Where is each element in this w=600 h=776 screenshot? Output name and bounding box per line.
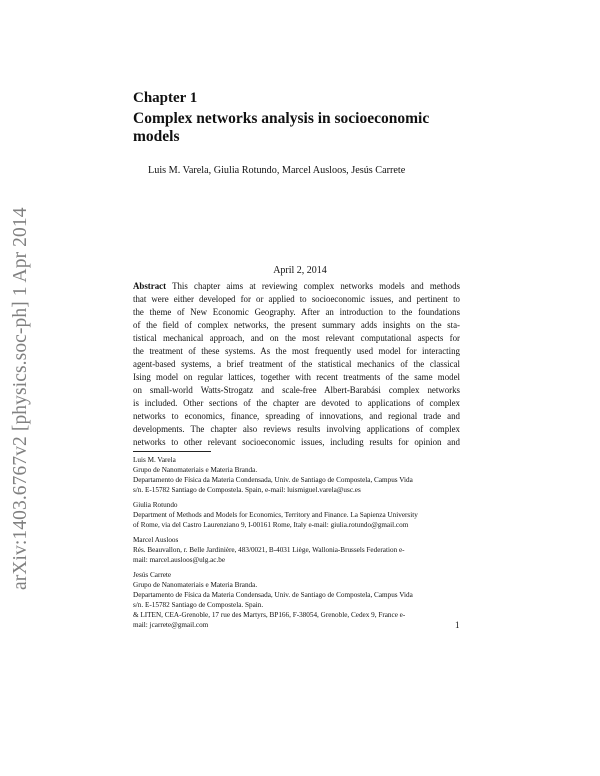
abstract-line: Ising model on regular lattices, together with recent treatments of the same model <box>133 372 460 382</box>
affiliation-line: Departamento de Física da Materia Condensada, Univ. de Santiago de Compostela, Campus Vida <box>133 591 413 599</box>
author-list: Luis M. Varela, Giulia Rotundo, Marcel Ausloos, Jesús Carrete <box>148 165 406 176</box>
abstract-line: networks to economics, finance, spreading of innovations, and regional trade and <box>133 411 460 421</box>
abstract-line: that were either developed for or applied to socioeconomic issues, and pertinent to <box>133 294 460 304</box>
affiliation-block <box>133 500 463 530</box>
affiliation-line: s/n. E-15782 Santiago de Compostela. Spain, e-mail: luismiguel.varela@usc.es <box>133 486 361 494</box>
abstract-first-line: This chapter aims at reviewing complex networks models and methods <box>172 281 461 291</box>
abstract-line: the treatment of these systems. As the most frequently used model for interacting <box>133 346 460 356</box>
affiliation-line: Department of Methods and Models for Economics, Territory and Finance. La Sapienza University <box>133 511 418 519</box>
affiliation-block <box>133 570 463 630</box>
abstract-line <box>133 280 460 293</box>
affiliation-author: Marcel Ausloos <box>133 536 179 544</box>
affiliation-line: Departamento de Física da Materia Condensada, Univ. de Santiago de Compostela, Campus Vida <box>133 476 413 484</box>
affiliation-line: s/n. E-15782 Santiago de Compostela. Spain. <box>133 601 264 609</box>
title-line: Complex networks analysis in socioeconomic <box>133 110 430 127</box>
affiliation-line: & LITEN, CEA-Grenoble, 17 rue des Martyrs, BP166, F-38054, Grenoble, Cedex 9, France e- <box>133 611 406 619</box>
abstract <box>133 280 460 449</box>
title-line: models <box>133 128 180 145</box>
abstract-line: is included. Other sections of the chapter are devoted to applications of complex <box>133 398 460 408</box>
affiliation-line: Grupo de Nanomateriais e Materia Branda. <box>133 466 258 474</box>
affiliation-line: mail: marcel.ausloos@ulg.ac.be <box>133 556 226 564</box>
affiliation-line: of Rome, via del Castro Laurenziano 9, I-00161 Rome, Italy e-mail: giulia.rotundo@gmail.com <box>133 521 409 529</box>
abstract-line: tistical mechanical approach, and on the most relevant computational aspects for <box>133 333 460 343</box>
abstract-line: agent-based systems, a brief treatment of the statistical mechanics of the classical <box>133 359 460 369</box>
paper-title <box>133 110 453 146</box>
affiliation-author: Luis M. Varela <box>133 456 176 464</box>
affiliation-line: Rés. Beauvallon, r. Belle Jardinière, 483/0021, B-4031 Liège, Wallonia-Brussels Federation e- <box>133 546 405 554</box>
affiliations <box>133 455 463 635</box>
affiliation-block <box>133 455 463 495</box>
page-number: 1 <box>455 620 460 630</box>
affiliation-author: Jesús Carrete <box>133 571 172 579</box>
abstract-line: networks to other relevant socioeconomic issues, including results for opinion and <box>133 437 460 447</box>
abstract-heading: Abstract <box>133 281 167 291</box>
abstract-line: the theme of New Economic Geography. After an introduction to the foundations <box>133 307 460 317</box>
chapter-label: Chapter 1 <box>133 90 198 106</box>
abstract-line: of the field of complex networks, the present summary adds insights on the sta- <box>133 320 460 330</box>
affiliation-author: Giulia Rotundo <box>133 501 178 509</box>
arxiv-stamp: arXiv:1403.6767v2 [physics.soc-ph] 1 Apr 2014 <box>10 207 31 590</box>
footnote-rule <box>133 451 211 452</box>
abstract-line: on small-world Watts-Strogatz and scale-free Albert-Barabási complex networks <box>133 385 460 395</box>
affiliation-block <box>133 535 463 565</box>
affiliation-line: mail: jcarrete@gmail.com <box>133 621 209 629</box>
abstract-line: developments. The chapter also reviews results involving applications of complex <box>133 424 460 434</box>
affiliation-line: Grupo de Nanomateriais e Materia Branda. <box>133 581 258 589</box>
abstract-body <box>133 293 460 449</box>
paper-date: April 2, 2014 <box>273 265 327 276</box>
